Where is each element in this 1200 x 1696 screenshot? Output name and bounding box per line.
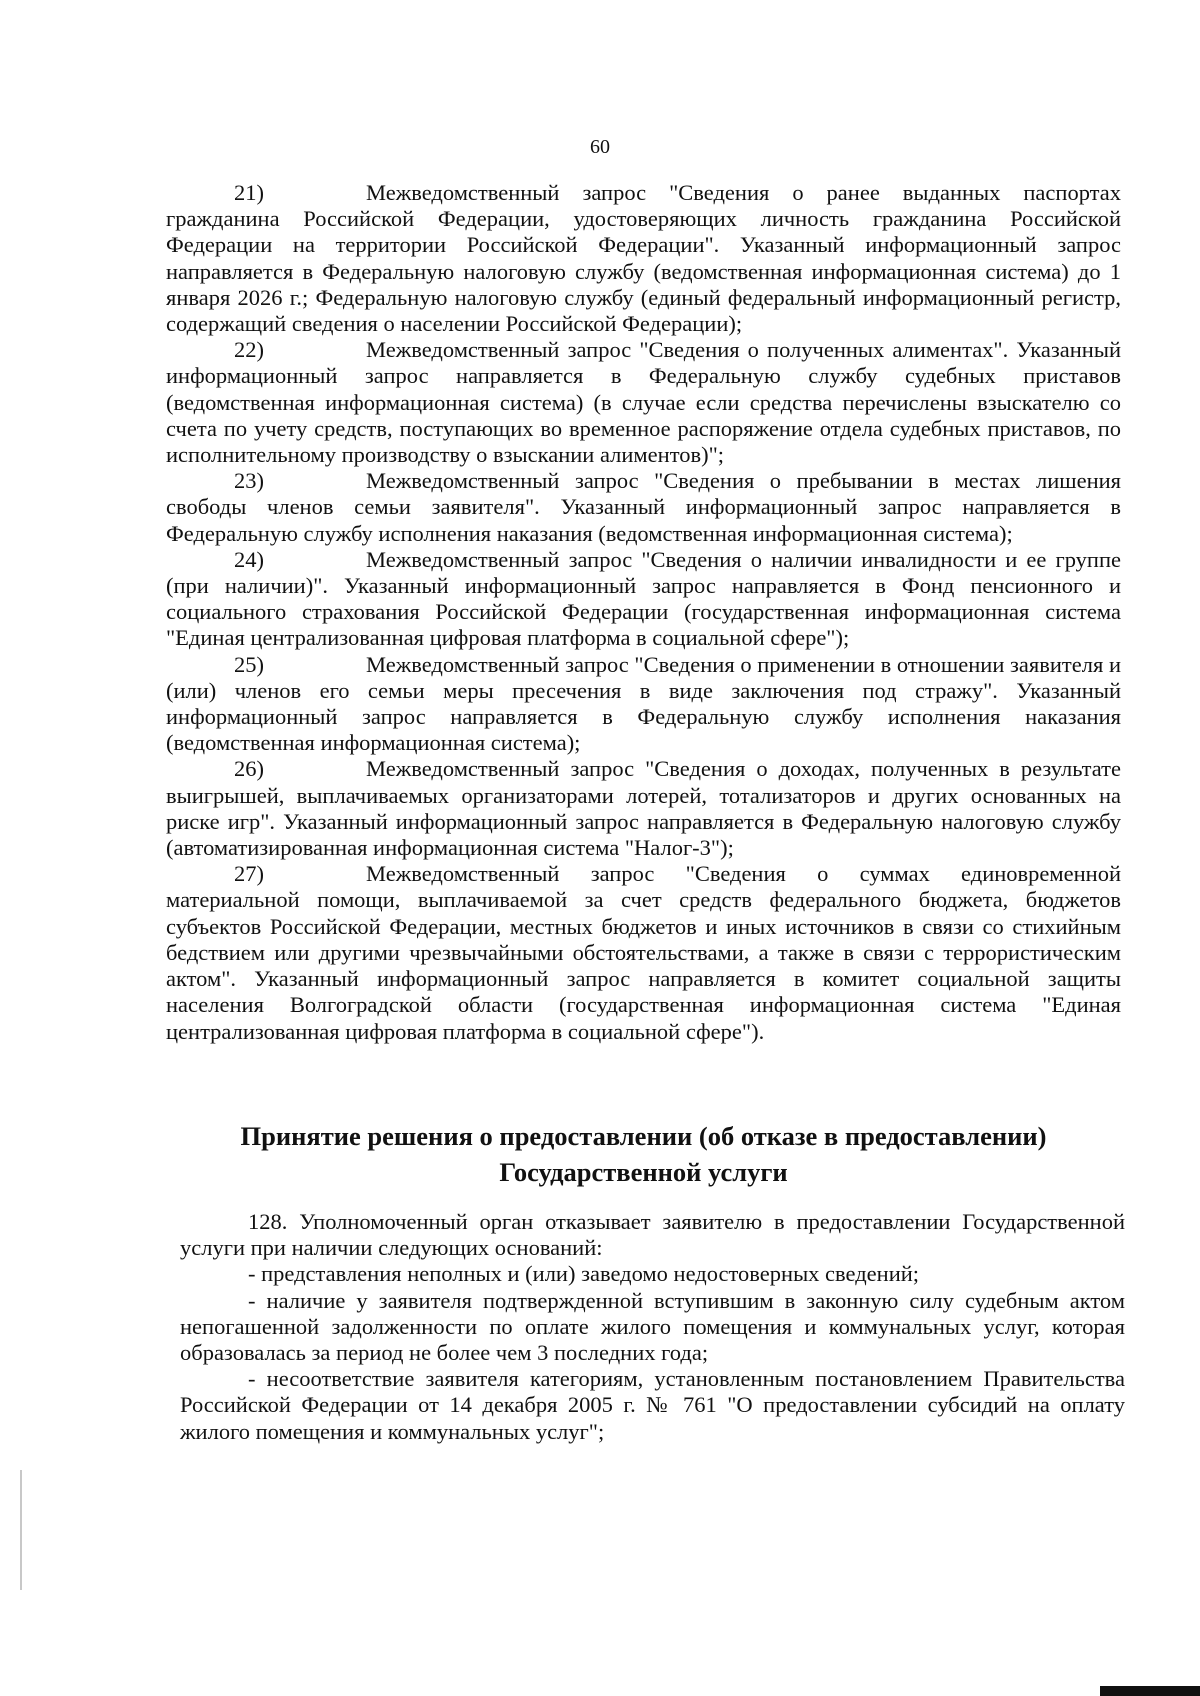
item-number: 26) xyxy=(234,756,264,782)
list-item xyxy=(166,756,1121,861)
paragraph: - представления неполных и (или) заведомо недостоверных сведений; xyxy=(248,1261,920,1287)
item-text: Межведомственный запрос "Сведения о полученных алиментах". Указанный информационный запрос направляется в Федеральную службу судебных приставов (ведомственная информационная система) (в случае если средства перечислены взыскателю со счета по учету средств, поступающих во временное распоряжение отдела судебных приставов, по исполнительному производству о взыскании алиментов)"; xyxy=(166,337,1121,468)
page-number: 60 xyxy=(590,136,610,158)
request-list xyxy=(166,180,1121,1045)
section-heading xyxy=(166,1118,1121,1190)
paragraph: - наличие у заявителя подтвержденной вступившим в законную силу судебным актом непогашенной задолженности по оплате жилого помещения и коммунальных услуг, которая образовалась за период не более чем 3 последних года; xyxy=(180,1287,1125,1366)
item-number: 27) xyxy=(234,861,264,887)
section-body xyxy=(180,1209,1125,1445)
item-number: 25) xyxy=(234,651,264,677)
item-text: Межведомственный запрос "Сведения о наличии инвалидности и ее группе (при наличии)". Указанный информационный запрос направляется в Фонд пенсионного и социального страхования Российской Федерации (государственная информационная система "Единая централизованная цифровая платформа в социальной сфере"); xyxy=(166,546,1121,651)
list-item xyxy=(166,547,1121,652)
item-text: Межведомственный запрос "Сведения о доходах, полученных в результате выигрышей, выплачиваемых организаторами лотерей, тотализаторов и других основанных на риске игр". Указанный информационный запрос направляется в Федеральную налоговую службу (автоматизированная информационная система "Налог-3"); xyxy=(166,756,1121,861)
paragraph: - несоответствие заявителя категориям, установленным постановлением Правительства Российской Федерации от 14 декабря 2005 г. № 761 "О предоставлении субсидий на оплату жилого помещения и коммунальных услуг"; xyxy=(180,1366,1125,1444)
item-number: 21) xyxy=(234,180,264,205)
list-item xyxy=(166,337,1121,468)
list-item xyxy=(166,861,1121,1044)
section-heading-line: Государственной услуги xyxy=(499,1157,788,1187)
item-text: Межведомственный запрос "Сведения о пребывании в местах лишения свободы членов семьи заявителя". Указанный информационный запрос направляется в Федеральную службу исполнения наказания (ведомственная информационная система); xyxy=(166,468,1121,546)
paragraph: 128. Уполномоченный орган отказывает заявителю в предоставлении Государственной услуги при наличии следующих оснований: xyxy=(180,1209,1125,1261)
section-heading-line: Принятие решения о предоставлении (об отказе в предоставлении) xyxy=(240,1121,1047,1151)
item-text: Межведомственный запрос "Сведения о применении в отношении заявителя и (или) членов его семьи меры пресечения в виде заключения под стражу". Указанный информационный запрос направляется в Федеральную службу исполнения наказания (ведомственная информационная система); xyxy=(166,651,1121,756)
item-text: Межведомственный запрос "Сведения о ранее выданных паспортах гражданина Российской Федерации, удостоверяющих личность гражданина Российской Федерации на территории Российской Федерации". Указанный информационный запрос направляется в Федеральную налоговую службу (ведомственная информационная система) до 1 января 2026 г.; Федеральную налоговую службу (единый федеральный информационный регистр, содержащий сведения о населении Российской Федерации); xyxy=(166,180,1121,337)
list-item xyxy=(166,468,1121,547)
item-number: 22) xyxy=(234,337,264,363)
scan-footer-bar xyxy=(1100,1686,1200,1696)
list-item xyxy=(166,180,1121,337)
item-number: 24) xyxy=(234,546,264,572)
scan-edge-mark xyxy=(20,1470,22,1590)
item-number: 23) xyxy=(234,468,264,494)
list-item xyxy=(166,652,1121,757)
item-text: Межведомственный запрос "Сведения о суммах единовременной материальной помощи, выплачиваемой за счет средств федерального бюджета, бюджетов субъектов Российской Федерации, местных бюджетов и иных источников в связи со стихийным бедствием или другими чрезвычайными обстоятельствами, а также в связи с террористическим актом". Указанный информационный запрос направляется в комитет социальной защиты населения Волгоградской области (государственная информационная система "Единая централизованная цифровая платформа в социальной сфере"). xyxy=(166,861,1121,1044)
